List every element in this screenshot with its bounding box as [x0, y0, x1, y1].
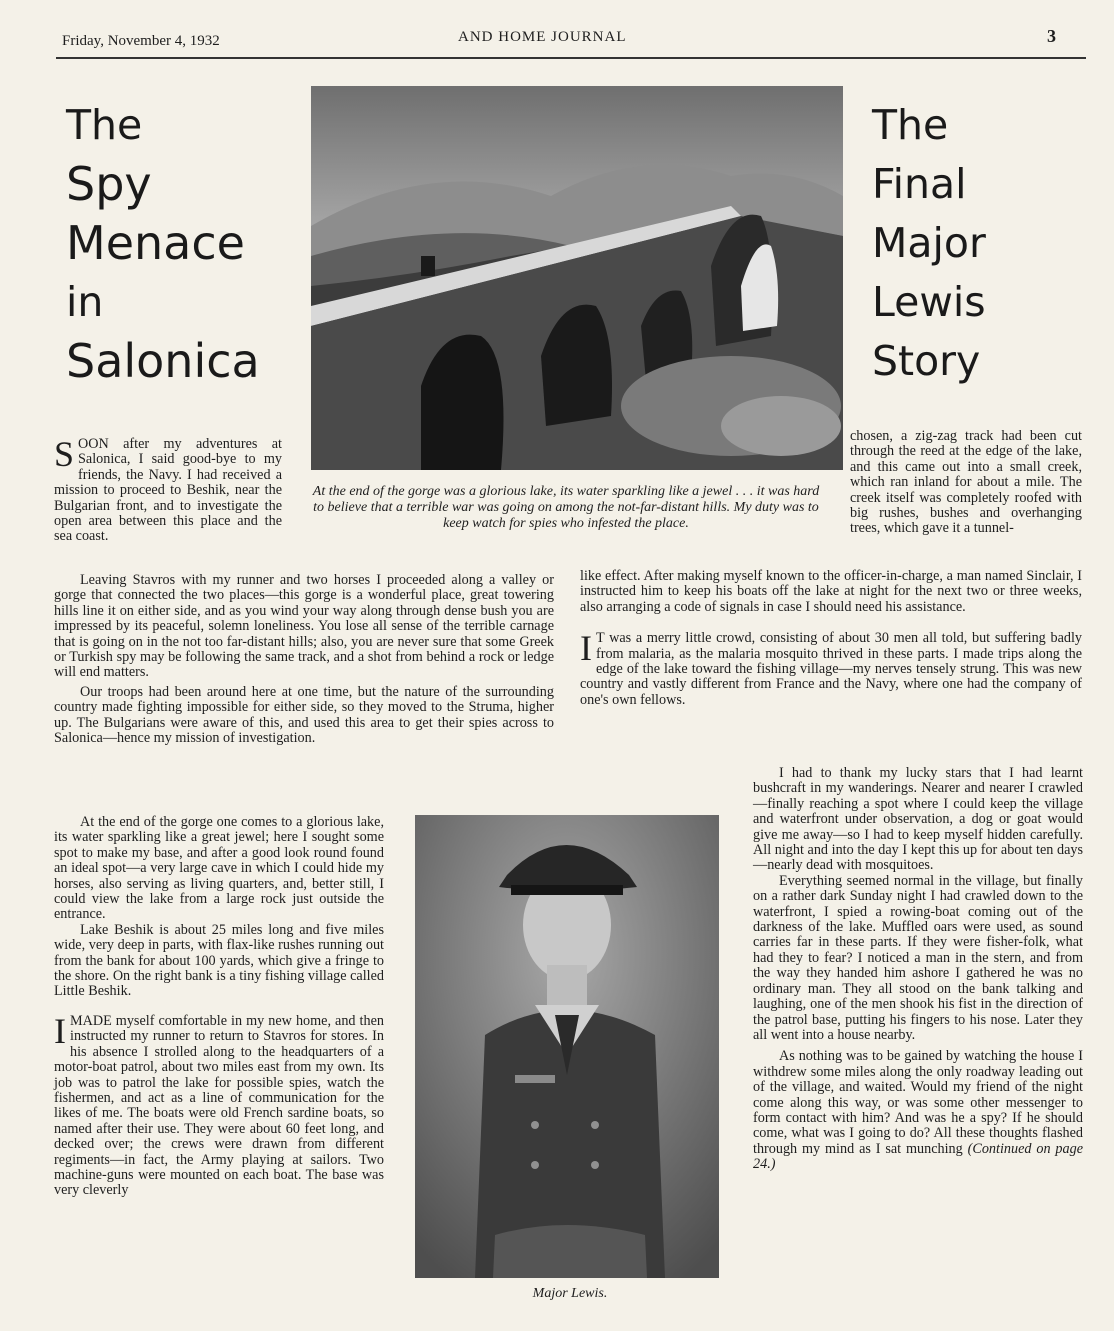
header-rule	[56, 57, 1086, 59]
lake-bridge-photo	[311, 86, 843, 470]
article-paragraph: Everything seemed normal in the village, but finally on a rather dark Sunday night I had crawled down to the waterfront, I spied a rowing-boat coming out of the darkness of the lake. Muffled oars were used, as sound carries far in these parts. If they were fisher-folk, what had they to fear? I noticed a man in the stern, and from the way they handed him ashore I gathered he was no ordinary man. They all stood on the bank talking and laughing, one of the men shook his fist in the direction of the patrol base, putting his fingers to his nose. Later they all went into a house nearby.	[753, 872, 1083, 1043]
title-right-line: Lewis	[872, 278, 986, 326]
title-left-line: Salonica	[66, 334, 260, 388]
continued-note: (Continued on page 24.)	[753, 1140, 1084, 1173]
publication-name: AND HOME JOURNAL	[458, 29, 627, 45]
article-paragraph: like effect. After making myself known to the officer-in-charge, a man named Sinclair, I instructed him to keep his boats off the lake at night for the next two or three weeks, also arranging a code of signals in case I should need his assistance.	[580, 568, 1082, 615]
article-paragraph: As nothing was to be gained by watching the house I withdrew some miles along the only roadway leading out of the village, and waited. Would my friend of the night come along this way, or was some other messenger to form contact with him? And was he a spy? If he should come, what was I going to do? All these thoughts flashed through my mind as I sat munching	[753, 1048, 1083, 1157]
page-number: 3	[1047, 26, 1056, 46]
title-right	[872, 96, 986, 391]
article-paragraph: chosen, a zig-zag track had been cut through the reed at the edge of the lake, and this came out into a small creek, which ran inland for about a mile. The creek itself was completely roofed with big rushes, bushes and overhanging trees, which gave it a tunnel-	[850, 428, 1082, 537]
title-right-line: Story	[872, 337, 981, 385]
lake-bridge-illustration	[311, 86, 843, 470]
article-paragraph: Our troops had been around here at one time, but the nature of the surrounding country made fighting impossible for either side, so they moved to the Struma, higher up. The Bulgarians were aware of this, and used this area to get their spies across to Salonica—hence my mission of investigation.	[54, 683, 554, 747]
article-paragraph: I had to thank my lucky stars that I had learnt bushcraft in my wanderings. Nearer and nearer I crawled—finally reaching a spot where I could keep the village and waterfront under observation, a dog or goat would give me away—so I had to keep myself hidden carefully. All night and into the day I kept this up for about ten days—nearly dead with mosquitoes.	[753, 765, 1083, 874]
article-column-right	[753, 766, 1083, 1173]
title-left-line: Spy	[66, 157, 152, 211]
article-paragraph: Leaving Stavros with my runner and two horses I proceeded along a valley or gorge that connected the two places—this gorge is a wonderful place, great towering hills line it on either side, and as you wind your way along through dense bush you are impressed by its peaceful, solemn loneliness. You lose all sense of the terrible carnage that is going on in the not too far-distant hills; also, you are never sure that some Greek or Turkish spy may be following the same track, and a shot from behind a rock or ledge will end matters.	[54, 572, 554, 681]
major-lewis-portrait	[415, 815, 719, 1278]
dropcap: I	[580, 628, 592, 669]
portrait-illustration	[415, 815, 719, 1278]
title-right-line: The	[872, 101, 949, 149]
dropcap: I	[54, 1010, 66, 1051]
article-paragraph: MADE myself comfortable in my new home, and then instructed my runner to return to Stavros for stores. In his absence I strolled along to the headquarters of a motor-boat patrol, about two miles east from my own. Its job was to patrol the lake for possible spies, watch the fishermen, and act as a line of communication for the likes of me. The boats were old French sardine boats, so named after their use. They were about 60 feet long, and decked over; the crews were drawn from different regiments—in fact, the Army playing at sailors. Two machine-guns were mounted on each boat. The base was very cleverly	[54, 1012, 384, 1199]
article-paragraph: Lake Beshik is about 25 miles long and five miles wide, very deep in parts, with flax-like rushes running out from the bank for about 100 yards, which give a fringe to the shore. On the right bank is a tiny fishing village called Little Beshik.	[54, 921, 384, 1000]
title-left-line: in	[66, 278, 104, 326]
article-paragraph: At the end of the gorge one comes to a glorious lake, its water sparkling like a great jewel; here I sought some spot to make my base, and after a good look round found an ideal spot—a very large cave in which I could hide my horses, also serving as living quarters, and, better still, I could view the lake from a large rock just outside the entrance.	[54, 814, 384, 923]
title-right-line: Final	[872, 160, 967, 208]
title-left-line: Menace	[66, 216, 245, 270]
issue-date: Friday, November 4, 1932	[62, 33, 220, 49]
article-wide-block	[54, 573, 554, 746]
article-intro	[54, 434, 282, 545]
title-left-line: The	[66, 101, 143, 149]
article-paragraph: OON after my adventures at Salonica, I said good-bye to my friends, the Navy. I had received a mission to proceed to Beshik, near the Bulgarian front, and to investigate the open area between this place and the sea coast.	[54, 436, 282, 545]
dropcap: S	[54, 434, 75, 474]
article-paragraph: T was a merry little crowd, consisting of about 30 men all told, but suffering badly from malaria, as the malaria mosquito thrived in these parts. I made trips along the edge of the lake toward the fishing village—my nerves tensely strung. This was new country and vastly different from France and the Navy, where one had the company of one's own fellows.	[580, 630, 1082, 708]
portrait-caption: Major Lewis.	[532, 1286, 608, 1301]
article-column-left	[54, 815, 384, 1199]
title-left	[66, 96, 260, 391]
article-middle-block	[580, 569, 1082, 708]
article-right-top	[850, 429, 1082, 537]
lake-photo-caption: At the end of the gorge was a glorious lake, its water sparkling like a jewel . . . it was hard to believe that a terrible war was going on among the not-far-distant hills. My duty was to keep watch for spies who infested the place.	[312, 484, 820, 531]
title-right-line: Major	[872, 219, 986, 267]
